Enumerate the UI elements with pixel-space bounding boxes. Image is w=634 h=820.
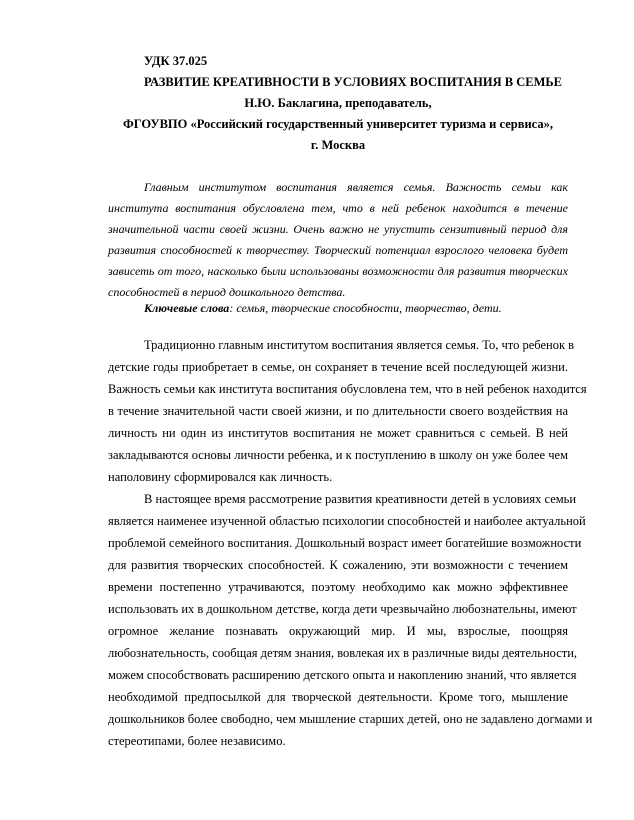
author-line: Н.Ю. Баклагина, преподаватель, <box>244 96 432 110</box>
keywords-label: Ключевые слова <box>144 301 230 315</box>
abstract-line: значительной части своей жизни. Очень важно не упустить сензитивный период для <box>108 222 568 236</box>
body-line: В настоящее время рассмотрение развития креативности детей в условиях семьи <box>144 492 577 506</box>
body-line: личность ни один из институтов воспитания не может сравниться с семьей. В ней <box>108 426 568 440</box>
keywords-separator: : <box>229 301 234 315</box>
body-line: Традиционно главным институтом воспитания является семья. То, что ребенок в <box>144 338 575 352</box>
body-line: дошкольников более свободно, чем мышление старших детей, оно не задавлено догмами и <box>108 712 593 726</box>
body-line: времени постепенно утрачиваются, поэтому необходимо как можно эффективнее <box>108 580 568 594</box>
body-line: является наименее изученной областью психологии способностей и наиболее актуальной <box>108 514 586 528</box>
body-line: необходимой предпосылкой для творческой деятельности. Кроме того, мышление <box>108 690 568 704</box>
body-line: любознательность, сообщая детям знания, вовлекая их в различные виды деятельности, <box>108 646 578 660</box>
organization-line: ФГОУВПО «Российский государственный университет туризма и сервиса», <box>123 117 553 131</box>
body-line: проблемой семейного воспитания. Дошкольный возраст имеет богатейшие возможности <box>108 536 582 550</box>
body-line: для развития творческих способностей. К сожалению, эти возможности с течением <box>108 558 568 572</box>
city-line: г. Москва <box>310 138 366 152</box>
body-line: Важность семьи как института воспитания обусловлена тем, что в ней ребенок находится <box>108 382 587 396</box>
abstract-line: развития способностей к творчеству. Творческий потенциал взрослого человека будет <box>108 243 568 257</box>
body-line: огромное желание познавать окружающий мир. И мы, взрослые, поощряя <box>108 624 568 638</box>
abstract-line: способностей в период дошкольного детства. <box>108 285 346 299</box>
abstract-line: института воспитания обусловлена тем, что в ней ребенок находится в течение <box>108 201 568 215</box>
abstract-line: зависеть от того, насколько были использованы возможности для развития творческих <box>108 264 568 278</box>
body-line: в течение значительной части своей жизни, и по длительности своего воздействия на <box>108 404 568 418</box>
abstract-line: Главным институтом воспитания является семья. Важность семьи как <box>144 180 568 194</box>
body-line: стереотипами, более независимо. <box>108 734 286 748</box>
keywords-text: семья, творческие способности, творчество, дети. <box>233 301 502 315</box>
body-line: использовать их в дошкольном детстве, когда дети чрезвычайно любознательны, имеют <box>108 602 577 616</box>
keywords <box>144 301 502 316</box>
body-line: закладываются основы личности ребенка, и к поступлению в школу он уже более чем <box>108 448 568 462</box>
body-line: детские годы приобретает в семье, он сохраняет в течение всей последующей жизни. <box>108 360 568 374</box>
article-title: РАЗВИТИЕ КРЕАТИВНОСТИ В УСЛОВИЯХ ВОСПИТАНИЯ В СЕМЬЕ <box>144 75 562 89</box>
body-line: можем способствовать расширению детского опыта и накоплению знаний, что является <box>108 668 577 682</box>
body-line: наполовину сформировался как личность. <box>108 470 333 484</box>
udc-code: УДК 37.025 <box>144 54 208 68</box>
